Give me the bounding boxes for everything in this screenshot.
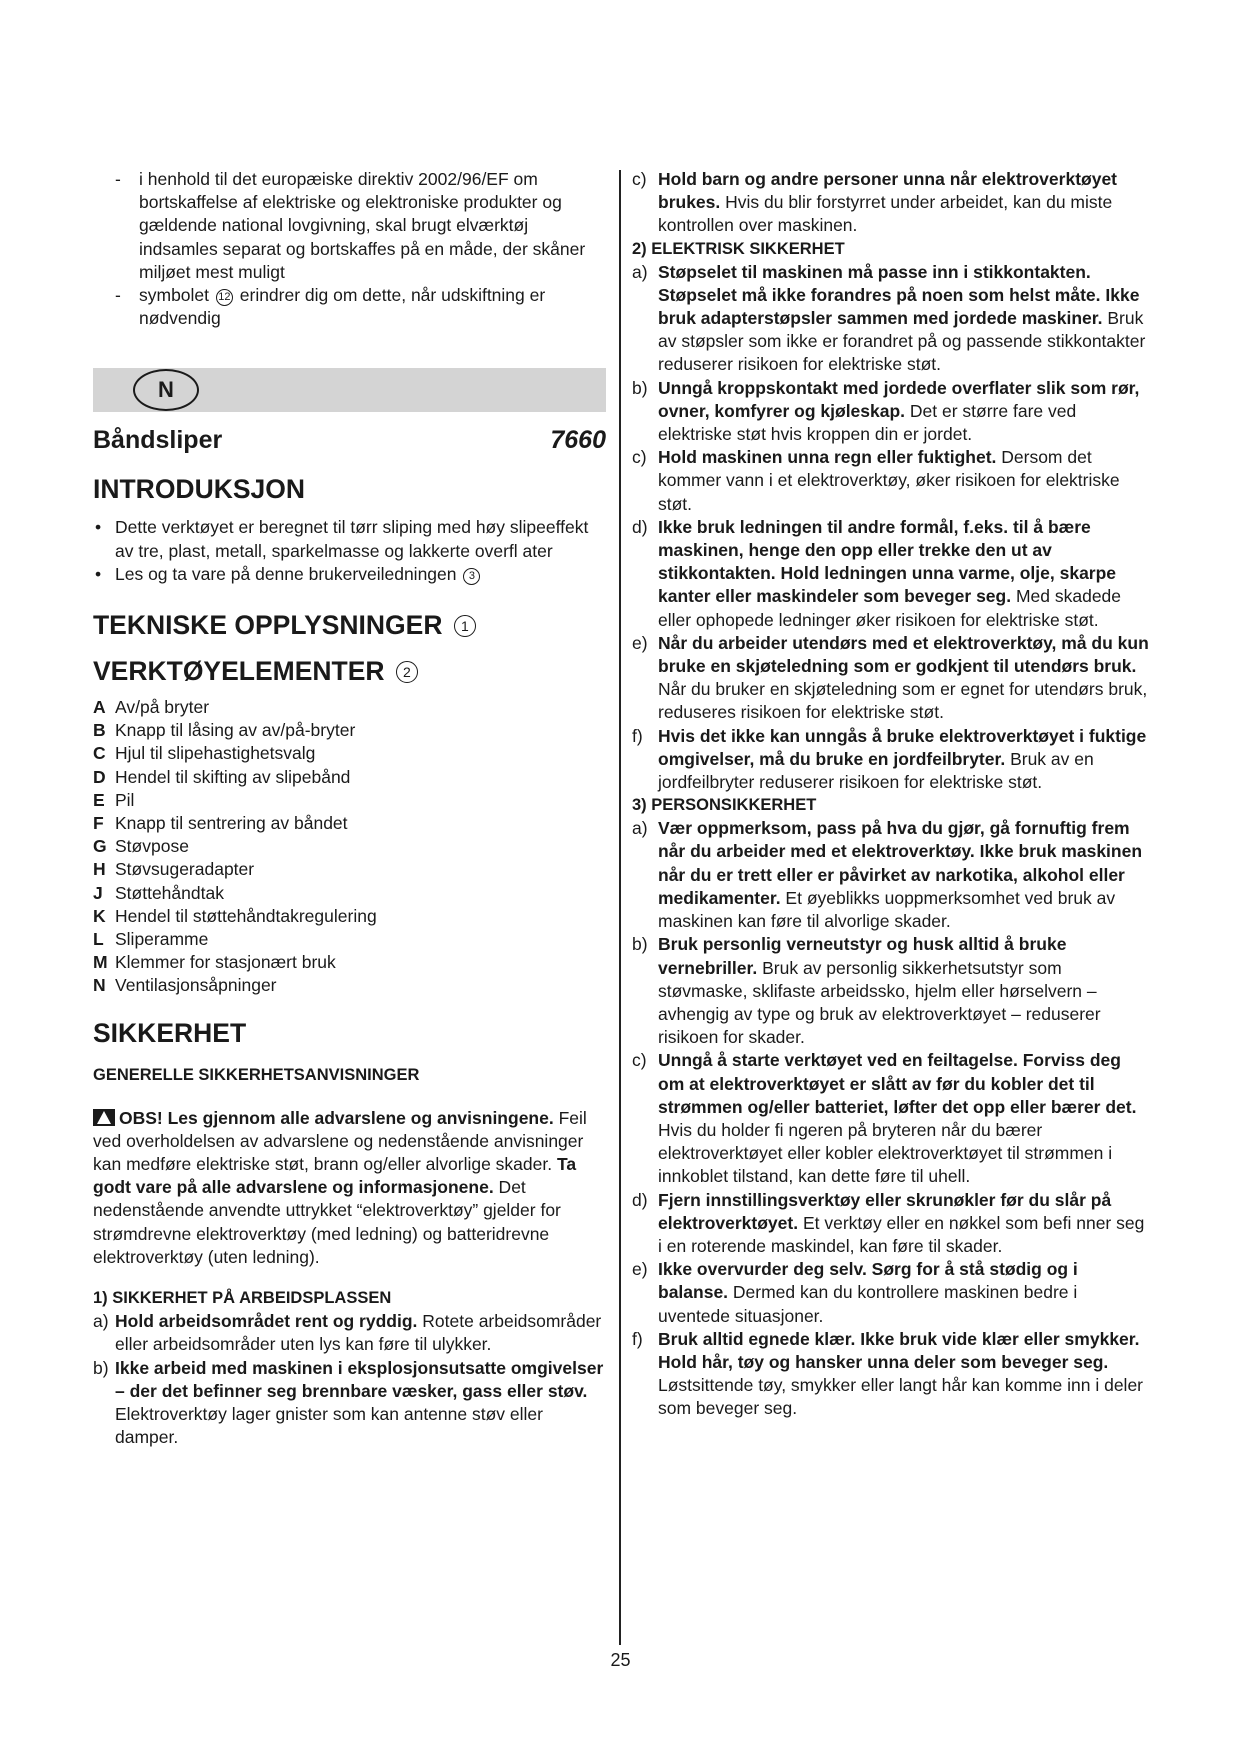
elements-heading: VERKTØYELEMENTER 2 [93,654,606,688]
component-item: M Klemmer for stasjonært bruk [93,952,336,973]
page-number: 25 [610,1650,631,1670]
intro-bullet: • Les og ta vare på denne brukerveiledningen 3 [93,563,606,586]
component-item: K Hendel til støttehåndtakregulering [93,905,377,926]
safety-item: f) Bruk alltid egnede klær. Ikke bruk vide klær eller smykker. Hold hår, tøy og hansker unna deler som beveger seg. Løstsittende tøy, smykker eller langt hår kan komme inn i deler som beveger seg. [632,1328,1144,1419]
language-badge: N [133,369,199,411]
safety-heading: SIKKERHET [93,1017,247,1048]
component-item: N Ventilasjonsåpninger [93,975,277,996]
language-bar [93,368,606,412]
component-list [93,696,606,998]
symbol-dash-item: - symbolet 12 erindrer dig om dette, når udskiftning er nødvendig [115,285,546,329]
person-list [632,817,1152,1420]
component-item: H Støvsugeradapter [93,859,255,880]
workplace-heading: 1) SIKKERHET PÅ ARBEIDSPLASSEN [93,1289,392,1308]
general-safety-heading: GENERELLE SIKKERHETSANVISNINGER [93,1065,420,1084]
safety-item: b) Ikke arbeid med maskinen i eksplosjonsutsatte omgivelser – der det befinner seg brennbare væsker, gass eller støv. Elektroverktøy lager gnister som kan antenne støv eller damper. [93,1357,604,1448]
component-item: G Støvpose [93,836,189,857]
safety-item: b) Unngå kroppskontakt med jordede overflater slik som rør, ovner, komfyrer og kjøleskap. Det er større fare ved elektriske støt hvis kroppen din er jordet. [632,377,1140,445]
product-number: 7660 [550,426,606,455]
safety-item: c) Hold barn og andre personer unna når elektroverktøyet brukes. Hvis du blir forstyrret under arbeidet, kan du miste kontrollen over maskinen. [632,169,1117,236]
electric-list [632,261,1152,795]
safety-item: a) Vær oppmerksom, pass på hva du gjør, gå fornuftig frem når du arbeider med et elektroverktøy. Ikke bruk maskinen når du er trett eller er påvirket av narkotika, alkohol eller medikamenter. Et øyeblikks uoppmerksomhet ved bruk av maskinen kan føre til alvorlige skader. [632,818,1143,932]
safety-item: a) Støpselet til maskinen må passe inn i stikkontakten. Støpselet må ikke forandres på noen som helst måte. Ikke bruk adapterstøpsler sammen med jordede maskiner. Bruk av støpsler som ikke er forandret på og passende stikkontakter reduserer risikoen for elektriske støt. [632,261,1146,375]
component-item: B Knapp til låsing av av/på-bryter [93,720,356,741]
disposal-dash-item: - i henhold til det europæiske direktiv 2002/96/EF om bortskaffelse af elektriske og elektroniske produkter og gældende national lovgivning, skal brugt elværktøj indsamles separat og bortskaffes på en måde, der skåner miljøet mest muligt [115,169,586,282]
warning-icon [93,1109,115,1126]
component-item: A Av/på bryter [93,697,210,718]
component-item: D Hendel til skifting av slipebånd [93,766,351,787]
circled-number-icon: 12 [216,289,233,306]
safety-item: f) Hvis det ikke kan unngås å bruke elektroverktøyet i fuktige omgivelser, må du bruke en jordfeilbryter. Bruk av en jordfeilbryter reduserer risikoen for elektriske støt. [632,725,1147,793]
safety-item: e) Ikke overvurder deg selv. Sørg for å stå stødig og i balanse. Dermed kan du kontrollere maskinen bedre i uventede situasjoner. [632,1259,1078,1326]
safety-item: b) Bruk personlig verneutstyr og husk alltid å bruke vernebriller. Bruk av personlig sikkerhetsutstyr som støvmaske, sklifaste arbeidssko, hjelm eller hørselvern – avhengig av type og bruk av elektroverktøyet – reduserer risikoen for skader. [632,934,1101,1048]
workplace-list [93,1310,606,1449]
component-item: J Støttehåndtak [93,882,224,903]
safety-item: d) Ikke bruk ledningen til andre formål, f.eks. til å bære maskinen, henge den opp eller trekke den ut av stikkontakten. Hold ledningen unna varme, olje, skarpe kanter eller maskindeler som beveger seg. Med skadede eller ophopede ledninger øker risikoen for elektriske støt. [632,516,1122,630]
safety-item: a) Hold arbeidsområdet rent og ryddig. Rotete arbeidsområder eller arbeidsområder uten lys kan føre til ulykker. [93,1311,602,1355]
component-item: C Hjul til slipehastighetsvalg [93,743,316,764]
obs-paragraph: OBS! Les gjennom alle advarslene og anvisningene. Feil ved overholdelsen av advarslene og nedenstående anvisninger kan medføre elektriske støt, brann og/eller alvorlige skader. Ta godt vare på alle advarslene og informasjonene. Det nedenstående anvendte uttrykket “elektroverktøy” gjelder for strømdrevne elektroverktøy (med ledning) og batteridrevne elektroverktøy (uten ledning). [93,1107,587,1267]
component-item: L Sliperamme [93,929,209,950]
component-item: F Knapp til sentrering av båndet [93,813,348,834]
component-item: E Pil [93,789,135,810]
left-column [93,168,606,1449]
safety-item: c) Unngå å starte verktøyet ved en feiltagelse. Forviss deg om at elektroverktøyet er slått av før du kobler det til strømmen og/eller batteriet, løfter det opp eller bærer det. Hvis du holder fi ngeren på bryteren når du bærer elektroverktøyet eller kobler elektroverktøyet til strømmen i innkoblet tilstand, kan dette føre til uhell. [632,1050,1137,1187]
product-header [93,424,606,456]
safety-item: c) Hold maskinen unna regn eller fuktighet. Dersom det kommer vann i et elektroverktøy, øker risikoen for elektriske støt. [632,447,1120,514]
right-column [632,168,1152,1421]
person-heading: 3) PERSONSIKKERHET [632,796,817,815]
product-name: Båndsliper [93,426,223,455]
intro-bullet: • Dette verktøyet er beregnet til tørr sliping med høy slipeeffekt av tre, plast, metall, sparkelmasse og lakkerte overfl ater [95,517,589,561]
safety-item: d) Fjern innstillingsverktøy eller skrunøkler før du slår på elektroverktøyet. Et verktøy eller en nøkkel som befi nner seg i en roterende maskindel, kan føre til skader. [632,1189,1145,1256]
safety-item: e) Når du arbeider utendørs med et elektroverktøy, må du kun bruke en skjøteledning som er godkjent til utendørs bruk. Når du bruker en skjøteledning som er egnet for utendørs bruk, reduseres risikoen for elektriske støt. [632,632,1149,723]
tech-heading: TEKNISKE OPPLYSNINGER 1 [93,608,606,642]
circled-number-icon: 1 [454,615,476,637]
intro-heading: INTRODUKSJON [93,474,306,505]
circled-number-icon: 2 [396,661,418,683]
electric-heading: 2) ELEKTRISK SIKKERHET [632,239,845,258]
column-divider [619,170,621,1645]
circled-number-icon: 3 [463,568,480,585]
